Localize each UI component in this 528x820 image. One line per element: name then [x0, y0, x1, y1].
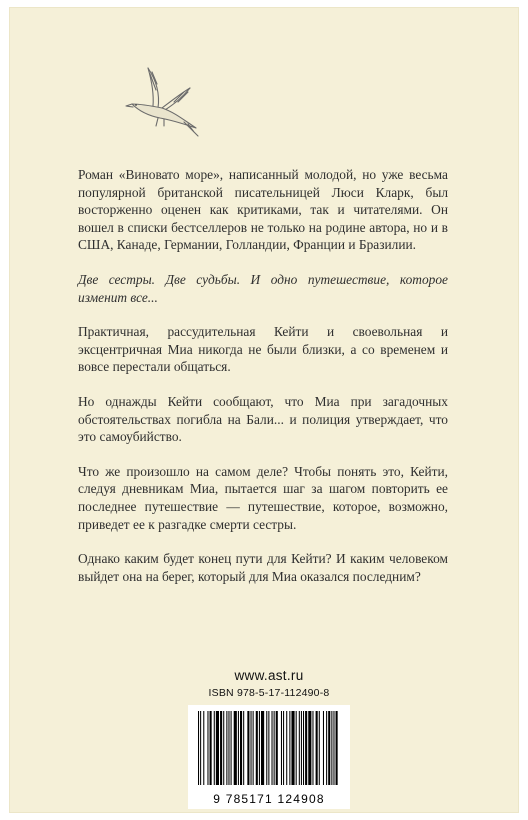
barcode-bar — [301, 711, 302, 785]
barcode-bar — [231, 711, 232, 785]
barcode-bar — [312, 711, 313, 785]
barcode-bar — [253, 711, 254, 785]
barcode-bar — [326, 711, 327, 785]
barcode-bar — [243, 711, 244, 785]
barcode-bar — [247, 711, 249, 785]
barcode-bars — [194, 711, 344, 787]
barcode-bar — [251, 711, 252, 785]
barcode-bar — [240, 711, 242, 785]
isbn-number: ISBN 978-5-17-112490-8 — [208, 687, 330, 699]
barcode-bar — [323, 711, 324, 785]
barcode-bar — [291, 711, 294, 785]
book-back-cover — [10, 8, 518, 812]
barcode-bar — [336, 711, 338, 785]
barcode-bar — [234, 711, 237, 785]
barcode-bar — [299, 711, 300, 785]
barcode-bar — [203, 711, 204, 785]
barcode-bar — [261, 711, 264, 785]
barcode-bar — [305, 711, 307, 785]
annotation-paragraph-intro: Роман «Виновато море», написанный молодой, но уже весьма популярной британской писательницей Люси Кларк, был восторженно оценен как критиками, так и читателями. Он вошел в списки бестселлеров не только на родине автора, но и в США, Канаде, Германии, Голландии, Франции и Бразилии. — [78, 167, 448, 253]
barcode-bar — [226, 711, 227, 785]
barcode-bar — [308, 711, 311, 785]
barcode-bar — [259, 711, 260, 785]
annotation-paragraph-sisters: Практичная, рассудительная Кейти и своевольная и эксцентричная Миа никогда не были близки, а со временем и вовсе перестали общаться. — [78, 324, 448, 375]
annotation-paragraph-question: Однако каким будет конец пути для Кейти? И каким человеком выйдет она на берег, который для Миа оказался последним? — [78, 551, 448, 584]
annotation-paragraph-bali: Но однажды Кейти сообщают, что Миа при загадочных обстоятельствах погибла на Бали... и полиция утверждает, что это самоубийство. — [78, 393, 448, 445]
barcode-bar — [210, 711, 212, 785]
barcode — [188, 705, 350, 809]
barcode-bar — [283, 711, 284, 785]
barcode-bar — [214, 711, 215, 785]
barcode-bar — [303, 711, 304, 785]
barcode-bar — [207, 711, 208, 785]
publisher-website: www.ast.ru — [234, 668, 304, 683]
barcode-bar — [272, 711, 273, 785]
barcode-bar — [319, 711, 320, 785]
barcode-bar — [281, 711, 282, 785]
barcode-bar — [328, 711, 330, 785]
barcode-bar — [316, 711, 318, 785]
barcode-bar — [223, 711, 224, 785]
barcode-bar — [289, 711, 290, 785]
publisher-footer — [188, 668, 350, 809]
barcode-bar — [220, 711, 222, 785]
barcode-bar — [276, 711, 278, 785]
barcode-bar — [216, 711, 219, 785]
barcode-bar — [256, 711, 258, 785]
barcode-bar — [228, 711, 229, 785]
barcode-bar — [296, 711, 297, 785]
barcode-bar — [286, 711, 287, 785]
barcode-bar — [274, 711, 275, 785]
barcode-bar — [268, 711, 269, 785]
annotation-paragraph-diaries: Что же произошло на самом деле? Чтобы понять это, Кейти, следуя дневникам Миа, пытается шаг за шагом повторить ее последнее путешествие — путешествие, которое, возможно, приведет ее к разгадке смерти сестры. — [78, 463, 448, 532]
barcode-bar — [200, 711, 201, 785]
barcode-bar — [238, 711, 239, 785]
annotation-text — [78, 166, 448, 602]
barcode-digits: 9 785171 124908 — [213, 792, 325, 806]
barcode-bar — [198, 711, 199, 785]
barcode-bar — [266, 711, 267, 785]
barcode-bar — [333, 711, 334, 785]
annotation-tagline: Две сестры. Две судьбы. И одно путешествие, которое изменит все... — [78, 271, 448, 305]
seagull-icon — [118, 60, 204, 146]
barcode-bar — [331, 711, 332, 785]
